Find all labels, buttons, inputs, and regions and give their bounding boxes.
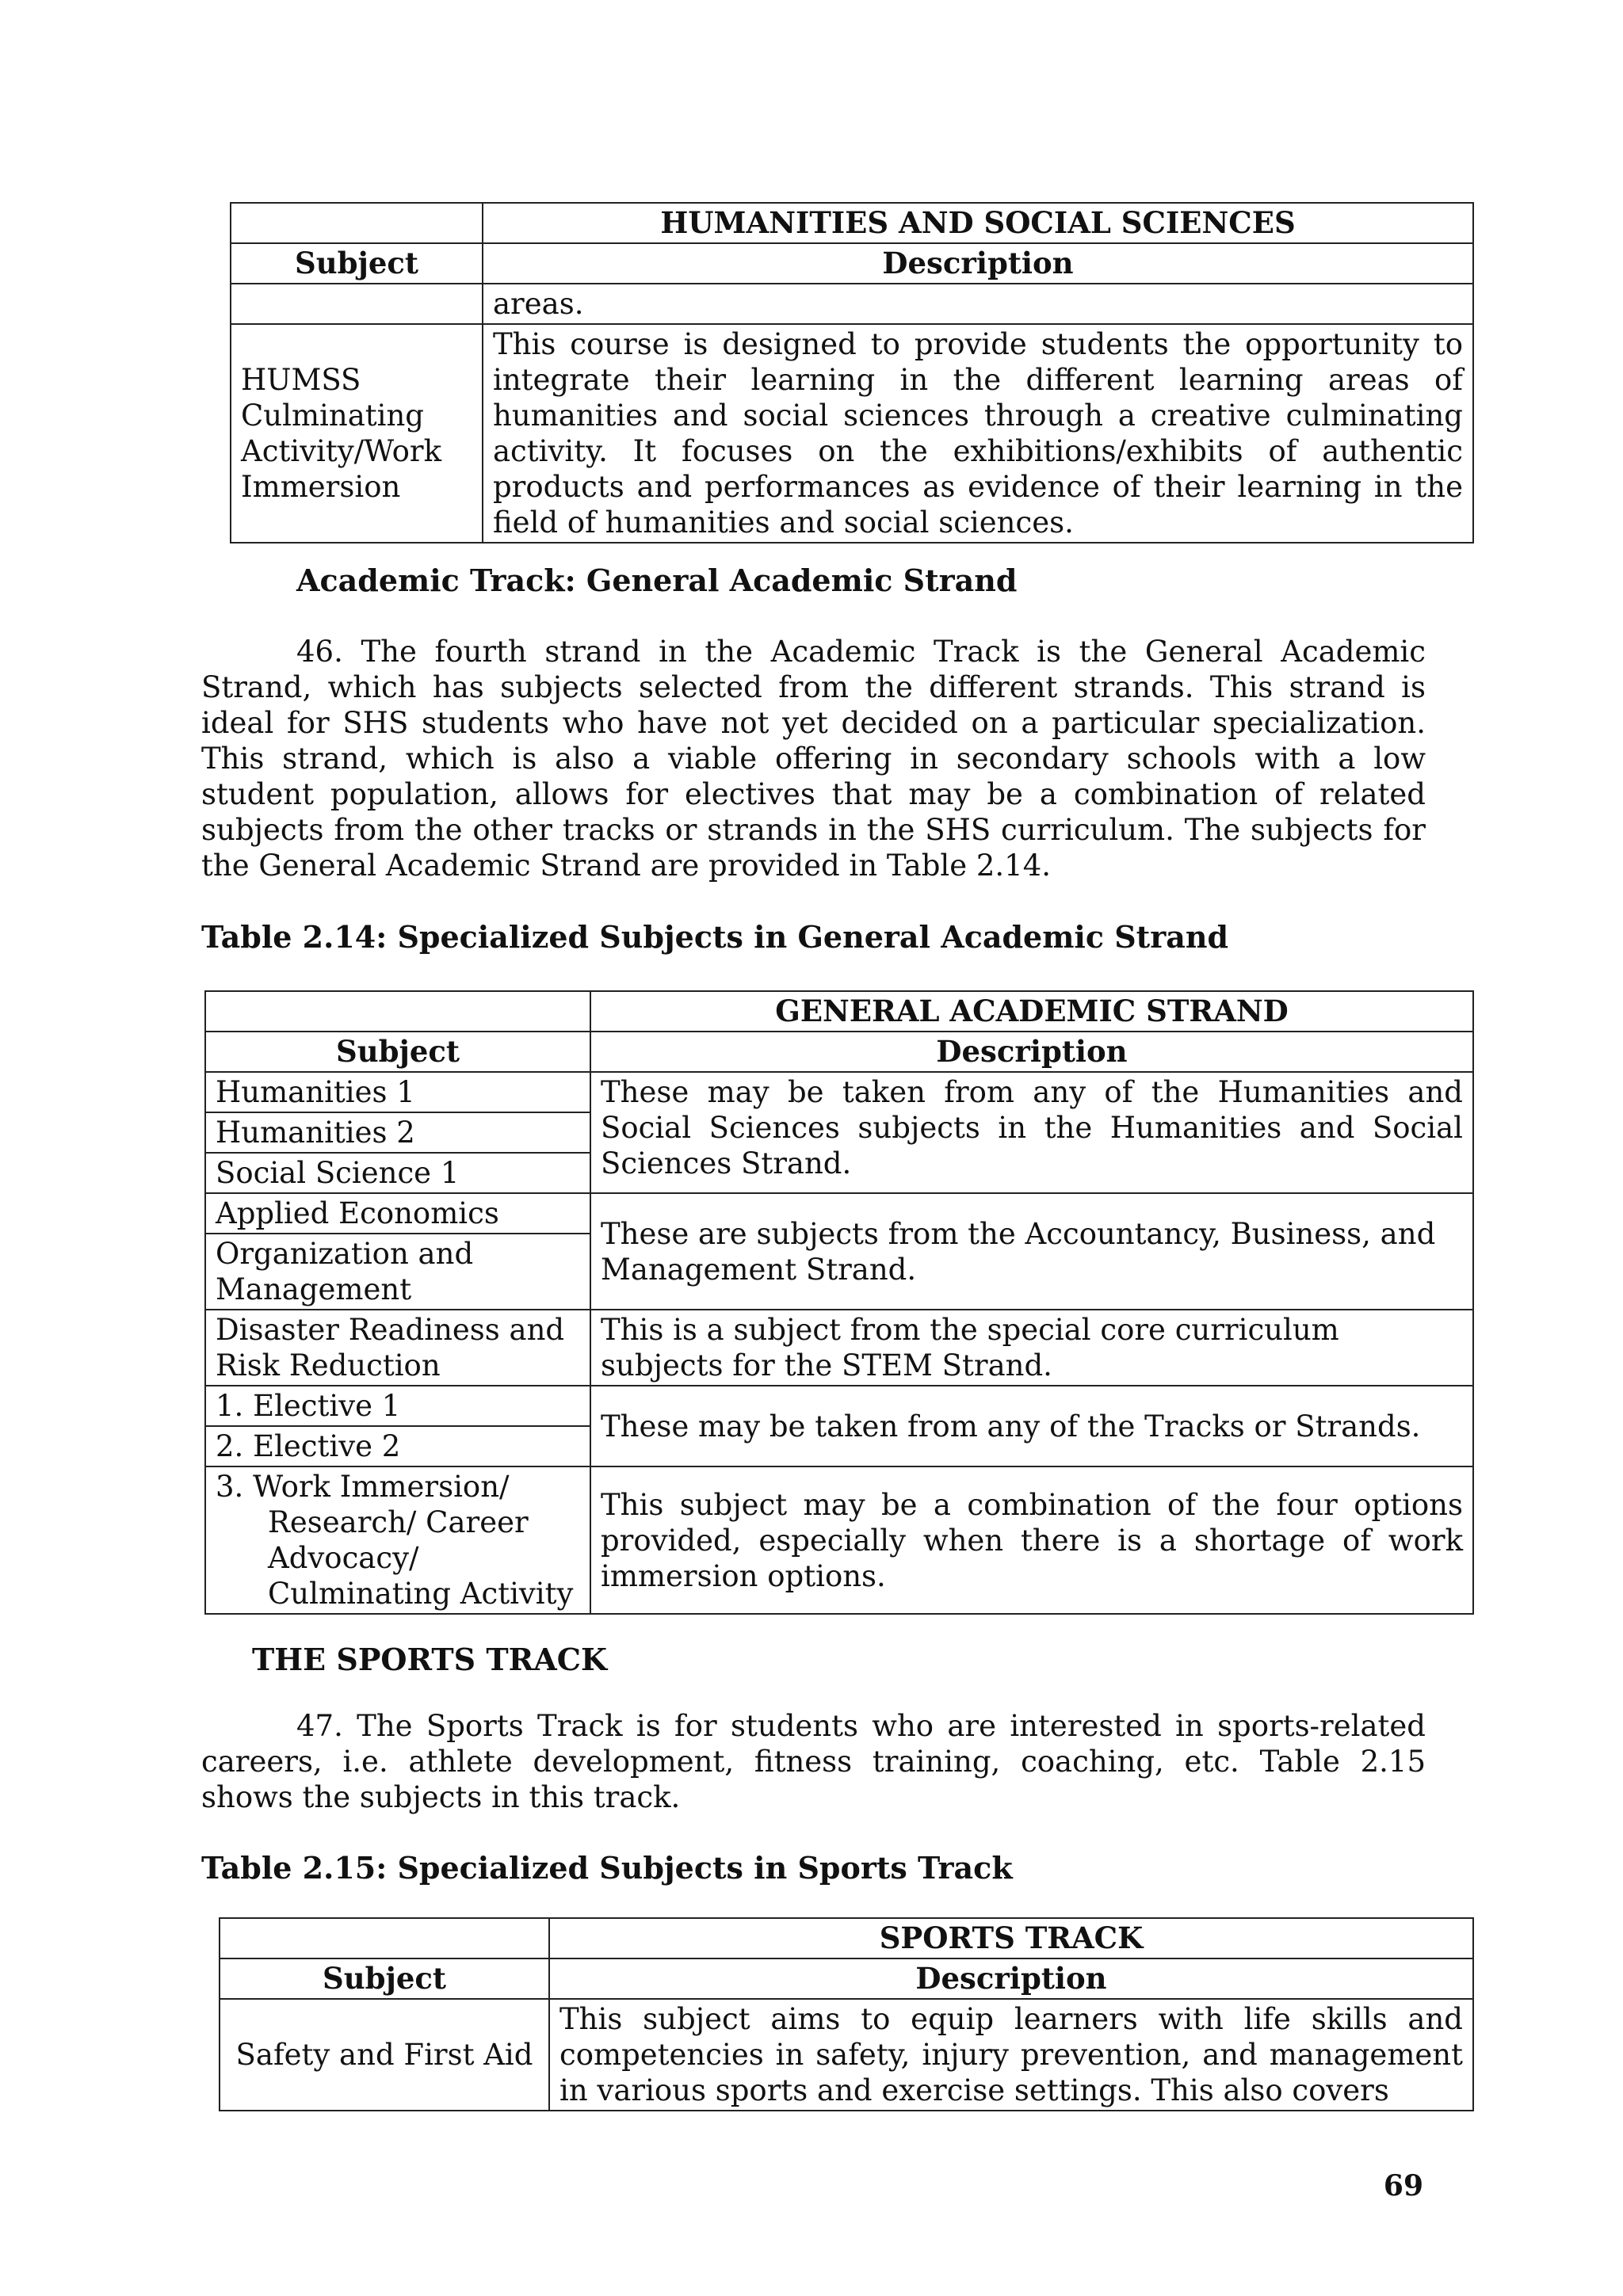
- table-214-caption: Table 2.14: Specialized Subjects in General Academic Strand: [201, 919, 1229, 955]
- sports-table: [219, 1917, 1474, 2111]
- sports-strand-title: SPORTS TRACK: [549, 1918, 1473, 1958]
- gas-subject-cell: [205, 1153, 590, 1193]
- gas-subject-humanities-1: Humanities 1: [216, 1075, 415, 1109]
- gas-description-abm: These are subjects from the Accountancy, Business, and Management Strand.: [590, 1193, 1473, 1310]
- sports-heading: THE SPORTS TRACK: [252, 1642, 607, 1677]
- humss-continued-blank: [231, 284, 483, 324]
- gas-description-humss: These may be taken from any of the Humanities and Social Sciences subjects in the Humanities and Social Sciences Strand.: [590, 1072, 1473, 1193]
- gas-subject-cell: [205, 1112, 590, 1153]
- humss-continued-text: areas.: [483, 284, 1473, 324]
- sports-row-description: This subject aims to equip learners with life skills and competencies in safety, injury prevention, and management in various sports and exercise settings. This also covers: [549, 1999, 1473, 2111]
- gas-subject-cell: [205, 1386, 590, 1426]
- gas-description-electives: These may be taken from any of the Tracks or Strands.: [590, 1386, 1473, 1466]
- gas-subject-humanities-2: Humanities 2: [216, 1116, 415, 1150]
- gas-subject-cell: [205, 1072, 590, 1112]
- gas-subject-work-immersion: 3. Work Immersion/ Research/ Career Advocacy/ Culminating Activity: [216, 1470, 574, 1611]
- gas-blank-header: [205, 991, 590, 1032]
- gas-subject-cell: [205, 1466, 590, 1614]
- humss-table: [230, 202, 1474, 543]
- gas-subject-elective-1: 1. Elective 1: [216, 1389, 401, 1423]
- humss-col-subject: Subject: [231, 243, 483, 284]
- paragraph-47-number: 47.: [296, 1709, 343, 1743]
- sports-col-description: Description: [549, 1958, 1473, 1999]
- paragraph-47: [201, 1708, 1426, 1815]
- gas-col-description: Description: [590, 1032, 1473, 1072]
- gas-col-subject: Subject: [205, 1032, 590, 1072]
- humss-blank-header: [231, 203, 483, 243]
- gas-strand-title: GENERAL ACADEMIC STRAND: [590, 991, 1473, 1032]
- gas-table: [204, 990, 1474, 1615]
- gas-description-stem: This is a subject from the special core curriculum subjects for the STEM Strand.: [590, 1310, 1473, 1386]
- paragraph-46: [201, 634, 1426, 883]
- gas-subject-applied-economics: Applied Economics: [216, 1196, 499, 1230]
- gas-description-work-immersion: This subject may be a combination of the four options provided, especially when there is a shortage of work immersion options.: [590, 1466, 1473, 1614]
- humss-col-description: Description: [483, 243, 1473, 284]
- gas-subject-cell: [205, 1234, 590, 1310]
- paragraph-47-text: The Sports Track is for students who are interested in sports-related careers, i.e. athlete development, fitness training, coaching, etc. Table 2.15 shows the subjects in this track.: [201, 1709, 1426, 1814]
- gas-subject-disaster-readiness: Disaster Readiness and Risk Reduction: [216, 1313, 565, 1383]
- sports-col-subject: Subject: [220, 1958, 549, 1999]
- humss-strand-title: HUMANITIES AND SOCIAL SCIENCES: [483, 203, 1473, 243]
- gas-heading: Academic Track: General Academic Strand: [296, 563, 1018, 598]
- paragraph-46-number: 46.: [296, 635, 343, 669]
- paragraph-46-text: The fourth strand in the Academic Track is the General Academic Strand, which has subjects selected from the different strands. This strand is ideal for SHS students who have not yet decided on a particular specialization. This strand, which is also a viable offering in secondary schools with a low student population, allows for electives that may be a combination of related subjects from the other tracks or strands in the SHS curriculum. The subjects for the General Academic Strand are provided in Table 2.14.: [201, 635, 1426, 883]
- sports-blank-header: [220, 1918, 549, 1958]
- gas-subject-cell: [205, 1426, 590, 1466]
- gas-subject-social-science-1: Social Science 1: [216, 1156, 460, 1190]
- humss-row-description: This course is designed to provide students the opportunity to integrate their learning in the different learning areas of humanities and social sciences through a creative culminating activity. It focuses on the exhibitions/exhibits of authentic products and performances as evidence of their learning in the field of humanities and social sciences.: [483, 324, 1473, 543]
- sports-row-subject: Safety and First Aid: [220, 1999, 549, 2111]
- page-number: 69: [1383, 2169, 1423, 2203]
- table-215-caption: Table 2.15: Specialized Subjects in Sports Track: [201, 1850, 1013, 1886]
- gas-subject-cell: [205, 1193, 590, 1234]
- humss-row-subject: HUMSS Culminating Activity/Work Immersion: [231, 324, 483, 543]
- gas-subject-elective-2: 2. Elective 2: [216, 1429, 401, 1463]
- gas-subject-organization-management: Organization and Management: [216, 1237, 474, 1306]
- gas-subject-cell: [205, 1310, 590, 1386]
